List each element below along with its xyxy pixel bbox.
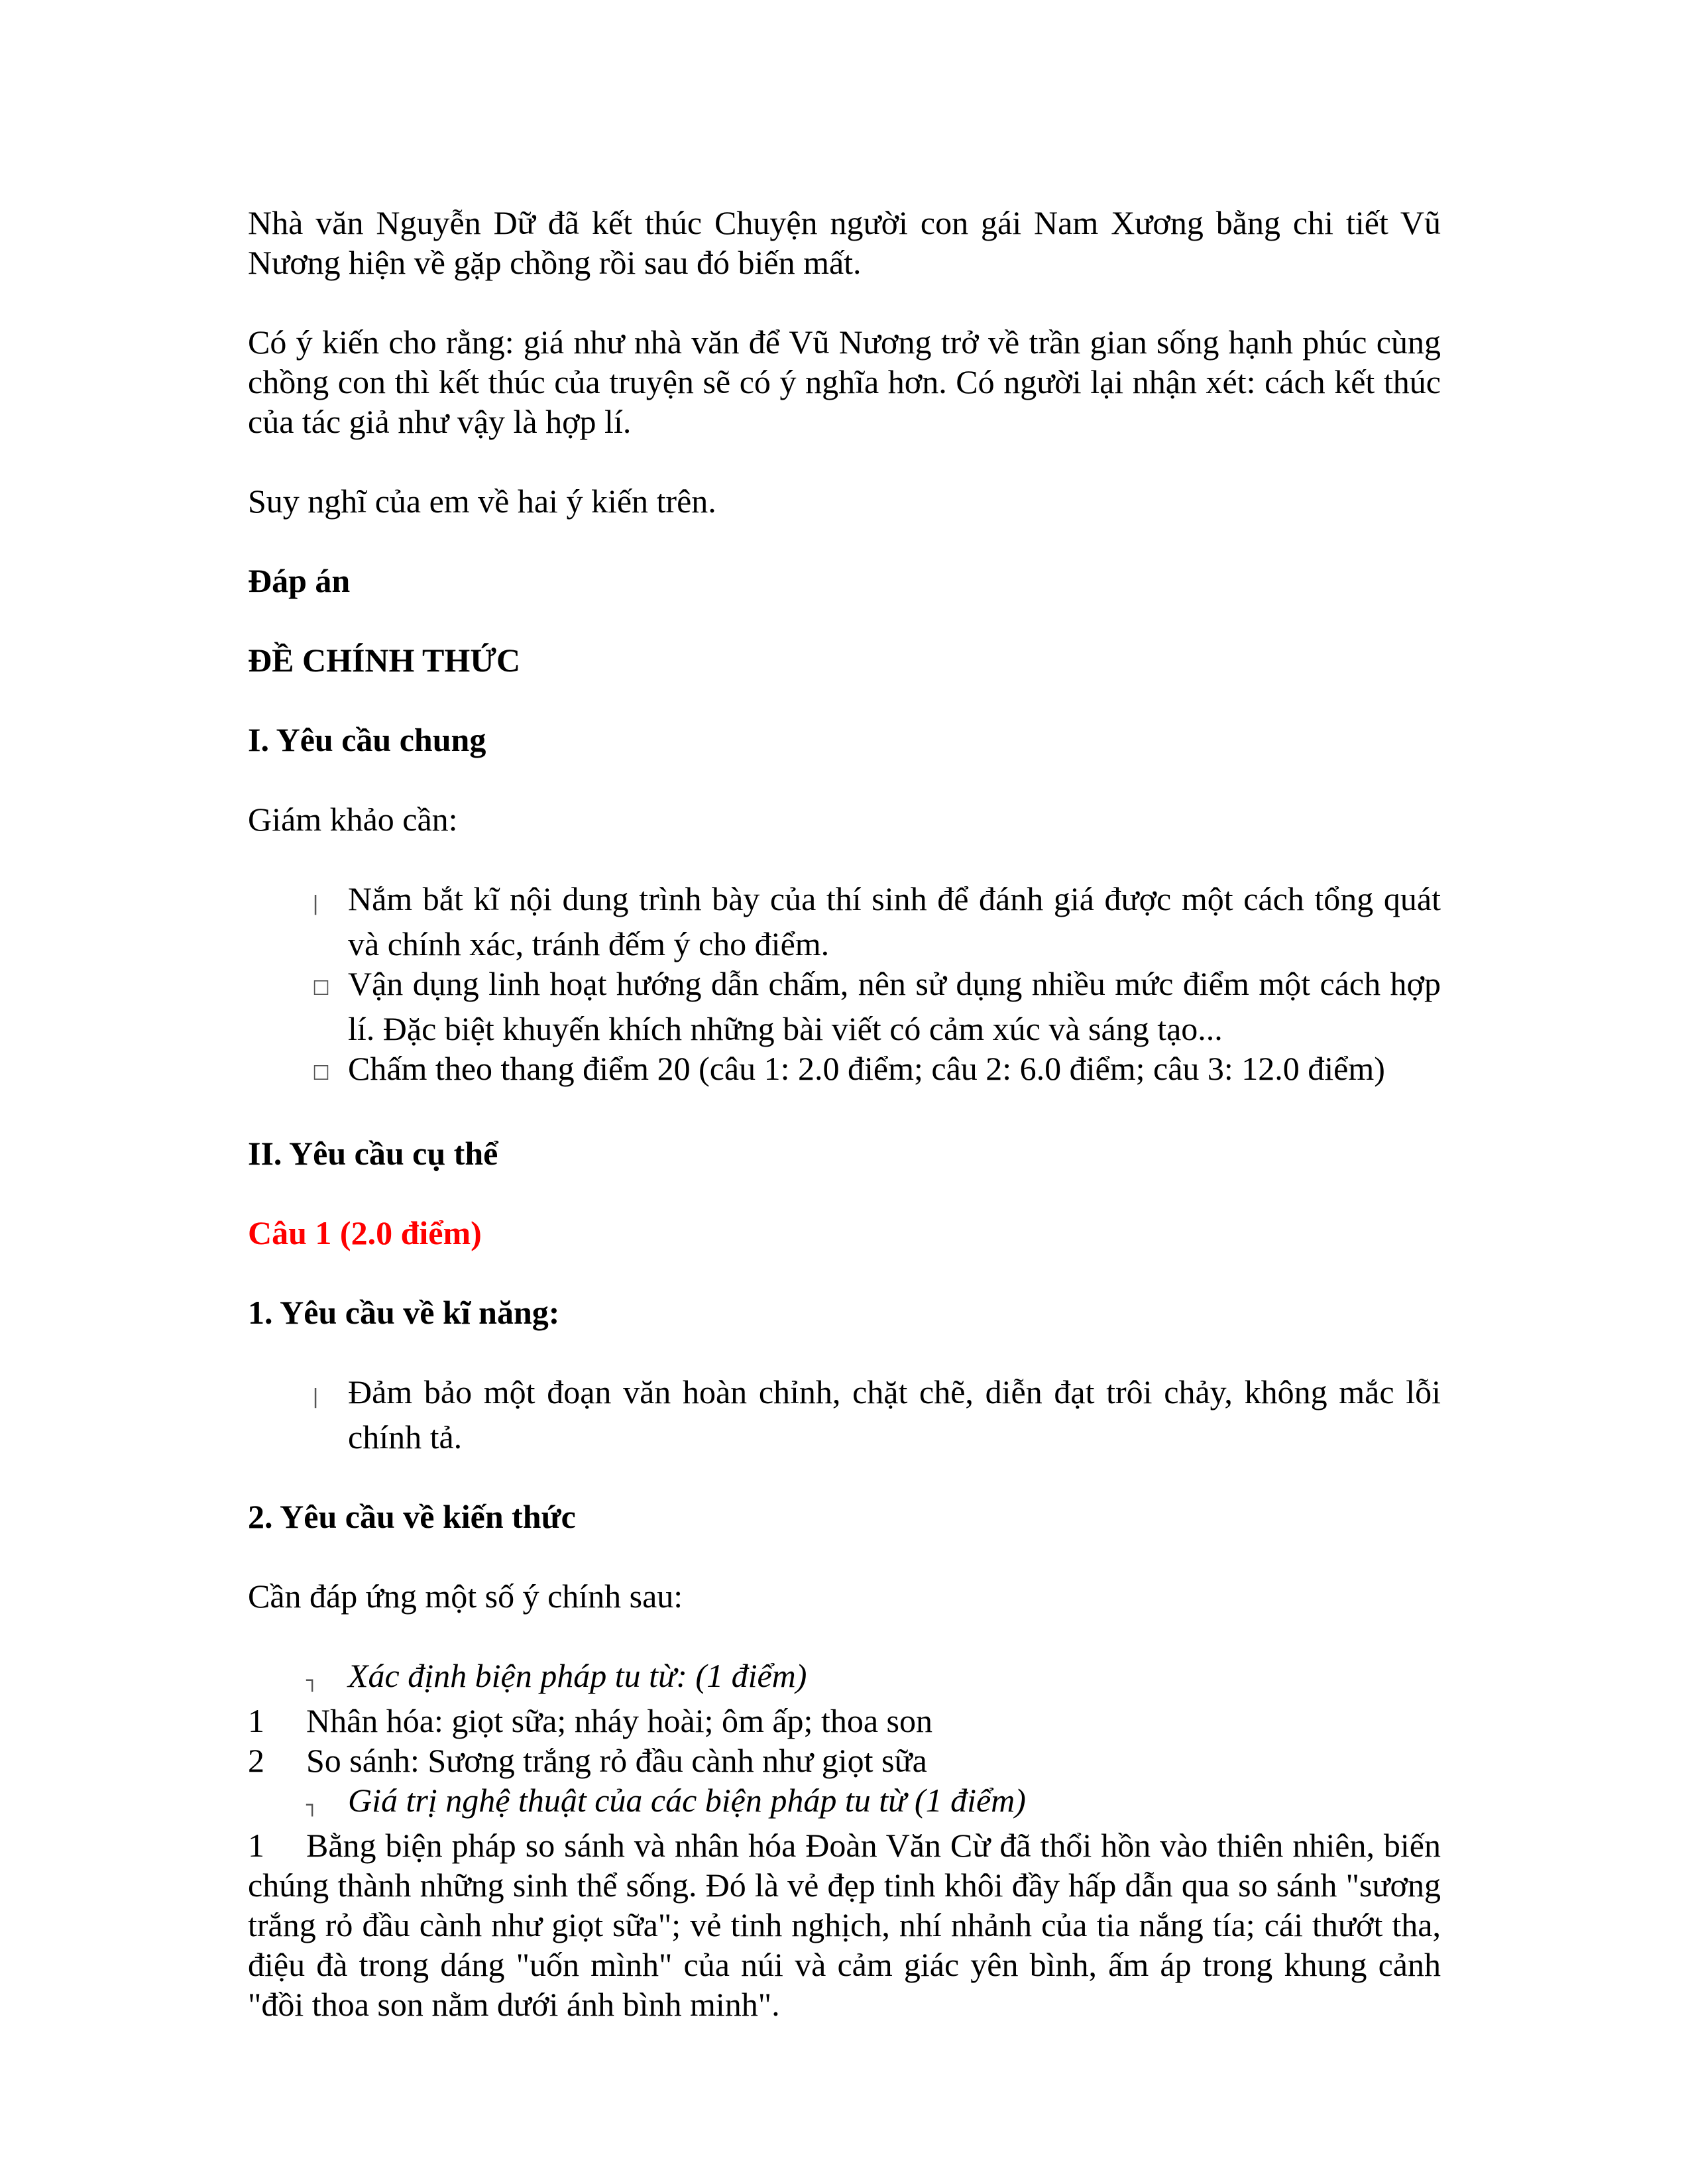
heading-de-chinh-thuc: ĐỀ CHÍNH THỨC (248, 642, 521, 679)
bullet-icon: | (312, 1385, 319, 1408)
numbered-item: 1 Bằng biện pháp so sánh và nhân hóa Đoàn Văn Cừ đã thổi hồn vào thiên nhiên, biến chúng thành những sinh thể sống. Đó là vẻ đẹp tinh khôi đầy hấp dẫn qua so sánh "sương trắng rỏ đầu cành như giọt sữa"; vẻ tinh nghịch, nhí nhảnh của tia nắng tía; cái thướt tha, điệu đà trong dáng "uốn mình" của núi và cảm giác yên bình, ấm áp trong khung cảnh "đồi thoa son nằm dưới ánh bình minh". (248, 1827, 1441, 2023)
corner-bullet-icon: ┐ (306, 1669, 319, 1692)
list-item-italic: ┐ Giá trị nghệ thuật của các biện pháp tu từ (1 điểm) (248, 1780, 1441, 1825)
numbered-item: 2 So sánh: Sương trắng rỏ đầu cành như giọt sữa (248, 1742, 927, 1779)
heading-cau-1: Câu 1 (2.0 điểm) (248, 1214, 482, 1251)
paragraph-prompt: Suy nghĩ của em về hai ý kiến trên. (248, 483, 716, 520)
heading-yeu-cau-chung: I. Yêu cầu chung (248, 721, 486, 758)
bullet-box-icon: ☐ (312, 977, 330, 1000)
list-item: | Nắm bắt kĩ nội dung trình bày của thí sinh để đánh giá được một cách tổng quát và chính xác, tránh đếm ý cho điểm. (248, 879, 1441, 964)
paragraph-opinions: Có ý kiến cho rằng: giá như nhà văn để Vũ Nương trở về trần gian sống hạnh phúc cùng chồng con thì kết thúc của truyện sẽ có ý nghĩa hơn. Có người lại nhận xét: cách kết thúc của tác giả như vậy là hợp lí. (248, 323, 1441, 440)
heading-yeu-cau-cu-the: II. Yêu cầu cụ thể (248, 1135, 498, 1172)
paragraph-intro: Nhà văn Nguyễn Dữ đã kết thúc Chuyện người con gái Nam Xương bằng chi tiết Vũ Nương hiện về gặp chồng rồi sau đó biến mất. (248, 204, 1441, 281)
giam-khao-label: Giám khảo cần: (248, 801, 458, 838)
bullet-icon: | (312, 892, 319, 915)
heading-kien-thuc: 2. Yêu cầu về kiến thức (248, 1498, 576, 1535)
can-dap-ung-label: Cần đáp ứng một số ý chính sau: (248, 1578, 683, 1615)
list-item: ☐ Chấm theo thang điểm 20 (câu 1: 2.0 điểm; câu 2: 6.0 điểm; câu 3: 12.0 điểm) (248, 1049, 1441, 1094)
list-item: | Đảm bảo một đoạn văn hoàn chỉnh, chặt chẽ, diễn đạt trôi chảy, không mắc lỗi chính tả. (248, 1372, 1441, 1457)
list-item: ☐ Vận dụng linh hoạt hướng dẫn chấm, nên sử dụng nhiều mức điểm một cách hợp lí. Đặc biệt khuyến khích những bài viết có cảm xúc và sáng tạo... (248, 964, 1441, 1049)
list-item-italic: ┐ Xác định biện pháp tu từ: (1 điểm) (248, 1656, 1441, 1701)
numbered-item: 1 Nhân hóa: giọt sữa; nháy hoài; ôm ấp; thoa son (248, 1702, 932, 1739)
bullet-box-icon: ☐ (312, 1062, 330, 1085)
heading-dap-an: Đáp án (248, 562, 351, 599)
heading-ky-nang: 1. Yêu cầu về kĩ năng: (248, 1294, 560, 1331)
document-page (248, 203, 1441, 2024)
corner-bullet-icon: ┐ (306, 1794, 319, 1817)
